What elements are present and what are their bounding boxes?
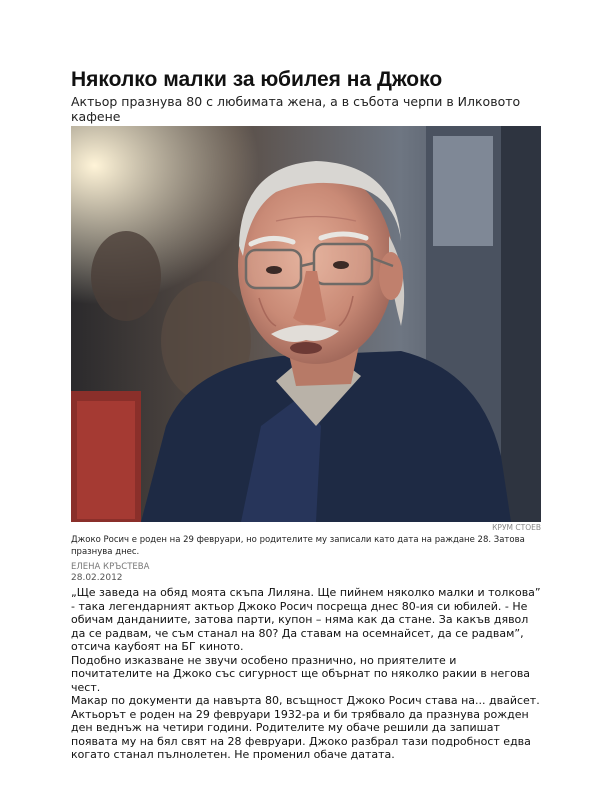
paragraph: Подобно изказване не звучи особено празнично, но приятелите и почитателите на Джоко със сигурност ще обърнат по няколко ракии в негова чест. xyxy=(71,653,531,694)
article-subtitle: Актьор празнува 80 с любимата жена, а в събота черпи в Илковото кафене xyxy=(71,94,521,124)
photo-credit: КРУМ СТОЕВ xyxy=(492,523,541,532)
paragraph: „Ще заведа на обяд моята скъпа Лиляна. Ще пийнем няколко малки и толкова” - така легендарният актьор Джоко Росич посреща днес 80-ия си юбилей. - Не обичам данданиите, затова парти, купон – няма как да стане. За какъв дявол да се радвам, че съм станал на 80? Да ставам на осемнайсет, да се радвам”, отсича каубоят на БГ киното. xyxy=(71,586,541,653)
portrait-illustration xyxy=(71,126,541,522)
photo-caption: Джоко Росич е роден на 29 февруари, но родителите му записали като дата на раждане 28. Затова празнува днес. xyxy=(71,535,525,557)
article-body xyxy=(71,586,541,762)
article xyxy=(71,68,541,762)
article-photo xyxy=(71,126,541,522)
publish-date: 28.02.2012 xyxy=(71,573,123,583)
author-name: ЕЛЕНА КРЪСТЕВА xyxy=(71,562,150,572)
article-title: Няколко малки за юбилея на Джоко xyxy=(71,68,443,91)
paragraph: Макар по документи да навърта 80, всъщност Джоко Росич става на... двайсет. Актьорът е роден на 29 февруари 1932-ра и би трябвало да празнува рожден ден веднъж на четири години. Родителите му обаче решили да запишат появата му на бял свят на 28 февруари. Джоко разбрал тази подробност едва когато станал пълнолетен. Не променил обаче датата. xyxy=(71,694,540,761)
